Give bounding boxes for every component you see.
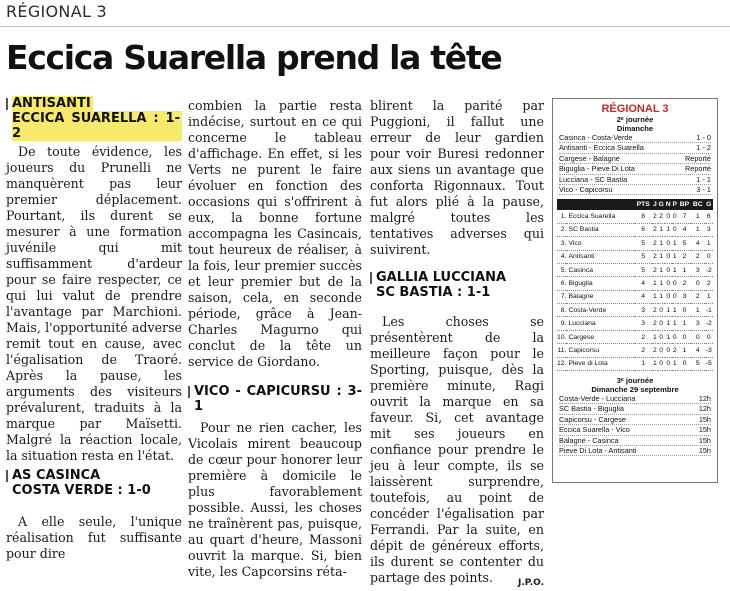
standings-position: 7. — [557, 290, 566, 303]
result-score: 3 - 1 — [696, 184, 711, 194]
standings-value: 0 — [665, 237, 672, 250]
standings-value: -3 — [705, 344, 713, 357]
subhead-casinca — [6, 468, 182, 498]
fixture-match: Costa-Verde - Lucciana — [559, 394, 636, 404]
standings-team: Costa-Verde — [566, 304, 634, 317]
standings-value: 2 — [658, 210, 665, 223]
standings-value: 1 — [658, 277, 665, 290]
standings-value: 1 — [652, 357, 657, 370]
standings-header-cell: J — [653, 201, 657, 209]
standings-value: 0 — [658, 357, 665, 370]
standings-value: 0 — [672, 210, 678, 223]
result-score: 1 - 0 — [696, 133, 711, 142]
standings-value: 2 — [634, 344, 652, 357]
fixture-time: 15h — [698, 445, 711, 455]
standings-value: 0 — [658, 330, 665, 343]
standings-position: 10. — [557, 330, 566, 343]
fixture-row — [559, 415, 711, 425]
standings-value: 0 — [691, 330, 705, 343]
standings-value: 4 — [634, 277, 652, 290]
standings-value: 2 — [678, 277, 691, 290]
standings-value: 0 — [705, 330, 713, 343]
article-column-1 — [6, 96, 182, 562]
standings-value: 3 — [678, 290, 691, 303]
standings-value: 0 — [658, 304, 665, 317]
subhead-score: ECCICA SUARELLA : 1-2 — [12, 111, 180, 141]
standings-header-cell: G — [706, 201, 712, 209]
standings-value: 1 — [691, 210, 705, 223]
subhead-score: SC BASTIA : 1-1 — [376, 285, 491, 300]
standings-value: 1 — [705, 237, 713, 250]
standings-team: Vico — [566, 237, 634, 250]
header-divider — [0, 26, 730, 27]
result-score: 1 - 1 — [696, 174, 711, 184]
round-3-day: Dimanche 29 septembre — [591, 385, 679, 395]
result-score: Reporté — [685, 153, 711, 163]
standings-value: 2 — [652, 317, 657, 330]
standings-team: Antisanti — [566, 250, 634, 263]
standings-value: 1 — [691, 304, 705, 317]
standings-position: 2. — [557, 223, 566, 236]
standings-value: 1 — [652, 277, 657, 290]
standings-value: 1 — [672, 250, 678, 263]
standings-header-cell: G — [658, 201, 664, 209]
standings-value: 0 — [672, 290, 678, 303]
standings-team: SC Bastia — [566, 223, 634, 236]
standings-row — [557, 277, 713, 290]
result-row — [559, 164, 711, 174]
standings-body — [557, 210, 713, 370]
standings-value: 1 — [658, 290, 665, 303]
results-list — [553, 133, 717, 195]
standings-row — [557, 304, 713, 317]
standings-row — [557, 330, 713, 343]
fixture-match: Pieve Di Lota - Antisanti — [559, 445, 637, 455]
standings-header-cell: BC — [692, 201, 703, 209]
standings-value: 1 — [652, 290, 657, 303]
fixture-row — [559, 436, 711, 446]
standings-header-cell: PTS — [634, 199, 652, 210]
standings-value: 2 — [652, 237, 657, 250]
standings-value: 3 — [691, 317, 705, 330]
standings-value: 0 — [672, 277, 678, 290]
standings-value: 5 — [691, 357, 705, 370]
subhead-team: GALLIA LUCCIANA — [376, 270, 507, 285]
standings-team: Lucciana — [566, 317, 634, 330]
standings-header — [557, 199, 713, 210]
standings-position: 8. — [557, 304, 566, 317]
fixture-row — [559, 394, 711, 404]
standings-value: 1 — [705, 290, 713, 303]
standings-value: 0 — [672, 330, 678, 343]
standings-team: Casinca — [566, 263, 634, 276]
standings-value: 1 — [678, 317, 691, 330]
result-match: Lucciana - SC Bastia — [559, 174, 628, 184]
standings-value: 0 — [665, 344, 672, 357]
standings-value: 1 — [672, 237, 678, 250]
standings-value: 5 — [634, 237, 652, 250]
standings-header-cell: BP — [679, 201, 690, 209]
standings-value: 3 — [691, 263, 705, 276]
standings-value: 2 — [634, 330, 652, 343]
standings-header-cell: N — [665, 201, 671, 209]
standings-position: 5. — [557, 263, 566, 276]
standings-value: 0 — [678, 330, 691, 343]
standings-row — [557, 263, 713, 276]
result-match: Cargese - Balagne — [559, 153, 620, 163]
subhead-team: AS CASINCA — [12, 468, 101, 483]
standings-value: 4 — [691, 344, 705, 357]
standings-value: 1 — [672, 304, 678, 317]
standings-value: 2 — [652, 210, 657, 223]
standings-header-cell: P — [672, 201, 678, 209]
standings-value: 1 — [652, 330, 657, 343]
subhead-lucciana — [370, 270, 544, 300]
standings-value: 2 — [705, 277, 713, 290]
standings-team: Cargese — [566, 330, 634, 343]
round-2-day: Dimanche — [616, 124, 654, 133]
subhead-team: ANTISANTI — [12, 96, 91, 111]
standings-value: 0 — [678, 304, 691, 317]
standings-value: 6 — [634, 223, 652, 236]
standings-value: -2 — [705, 317, 713, 330]
subhead-antisanti — [6, 96, 182, 141]
paragraph-vico: Pour ne rien cacher, les Vicolais mirent beaucoup de cœur pour honorer leur première à domicile le plus favorablement possible. Aussi, les choses ne traînèrent pas, puisque, au quart d'heure, Massoni ouvrit la marque. Si, bien vite, les Capcorsins réta- — [188, 420, 362, 579]
standings-value: 1 — [672, 263, 678, 276]
standings-value: 5 — [634, 263, 652, 276]
standings-value: 0 — [678, 357, 691, 370]
round-2-title: 2ᵉ journée — [616, 115, 654, 124]
result-match: Casinca - Costa-Verde — [559, 133, 633, 142]
standings-value: 1 — [665, 304, 672, 317]
result-row — [559, 133, 711, 143]
article-headline: Eccica Suarella prend la tête — [6, 38, 502, 77]
fixture-time: 15h — [698, 435, 711, 445]
paragraph-lucciana: Les choses se présentèrent de la meilleure façon pour le Sporting, puisque, dès la première minute, Ragi ouvrit la marque en sa faveur. Si, cet avantage mit ses joueurs en confiance pour prendre le jeu à leur compte, ils se laissèrent surprendre, toutefois, au point de concéder l'égalisation par Ferrandi. Par la suite, en dépit de généreux efforts, ils durent se contenter du partage des points. — [370, 314, 544, 585]
standings-value: 0 — [665, 290, 672, 303]
standings-value: 2 — [691, 290, 705, 303]
standings-value: 2 — [652, 263, 657, 276]
standings-value: -1 — [705, 304, 713, 317]
fixture-match: Capicorsu - Cargese — [559, 414, 626, 424]
standings-team: Biguglia — [566, 277, 634, 290]
standings-value: 2 — [652, 250, 657, 263]
fixture-row — [559, 425, 711, 435]
fixtures-list — [553, 394, 717, 456]
standings-team: Pieve di Lota — [566, 357, 634, 370]
standings-value: 4 — [678, 223, 691, 236]
article-column-2 — [188, 98, 362, 580]
standings-value: 3 — [705, 223, 713, 236]
standings-value: 2 — [691, 250, 705, 263]
standings-table — [557, 199, 713, 371]
standings-team: Eccica Suarella — [566, 210, 634, 223]
standings-value: 2 — [652, 304, 657, 317]
standings-header-pos — [557, 199, 566, 210]
standings-value: 5 — [634, 250, 652, 263]
section-kicker: RÉGIONAL 3 — [6, 2, 108, 21]
standings-value: 1 — [665, 330, 672, 343]
article-column-3 — [370, 98, 544, 591]
standings-value: 1 — [665, 223, 672, 236]
standings-team: Balagne — [566, 290, 634, 303]
standings-position: 1. — [557, 210, 566, 223]
standings-position: 11. — [557, 344, 566, 357]
subhead-score: VICO - CAPICURSU : 3-1 — [194, 384, 362, 414]
result-row — [559, 154, 711, 164]
standings-row — [557, 290, 713, 303]
standings-position: 9. — [557, 317, 566, 330]
result-match: Vico - Capicorsu — [559, 184, 613, 194]
fixture-time: 15h — [698, 414, 711, 424]
fixture-match: Balagne - Casinca — [559, 435, 619, 445]
standings-value: 1 — [658, 237, 665, 250]
standings-row — [557, 223, 713, 236]
standings-value: 1 — [665, 317, 672, 330]
standings-value: 3 — [634, 304, 652, 317]
standings-value: 0 — [658, 317, 665, 330]
standings-value: 0 — [665, 357, 672, 370]
standings-value: 0 — [705, 250, 713, 263]
standings-value: 0 — [665, 277, 672, 290]
standings-header-team — [566, 199, 634, 210]
standings-value: 0 — [665, 263, 672, 276]
standings-value: 0 — [691, 277, 705, 290]
result-score: 1 - 2 — [696, 143, 711, 153]
standings-row — [557, 357, 713, 370]
standings-value: 7 — [678, 210, 691, 223]
standings-value: 0 — [672, 223, 678, 236]
standings-position: 6. — [557, 277, 566, 290]
standings-row — [557, 344, 713, 357]
standings-row — [557, 250, 713, 263]
standings-value: 2 — [652, 223, 657, 236]
standings-value: 0 — [665, 210, 672, 223]
standings-row — [557, 210, 713, 223]
standings-row — [557, 317, 713, 330]
standings-value: -5 — [705, 357, 713, 370]
paragraph-casinca-cont: combien la partie resta indécise, surtout en ce qui concerne le tableau d'affichage. En effet, si les Verts ne purent le faire évoluer en fonction des occasions qui s'offrirent à eux, la bonne fortune accompagna les Casincais, tout heureux de réaliser, à la fois, leur premier succès et leur premier but de la saison, cela, en seconde période, grâce à Jean-Charles Magurno qui conclut de la tête un service de Giordano. — [188, 98, 362, 369]
fixture-match: SC Bastia - Biguglia — [559, 404, 624, 414]
standings-value: 1 — [678, 344, 691, 357]
standings-value: -2 — [705, 263, 713, 276]
standings-value: 5 — [678, 237, 691, 250]
fixture-match: Eccica Suarella - Vico — [559, 425, 630, 435]
standings-value: 1 — [634, 357, 652, 370]
fixture-time: 12h — [698, 394, 711, 404]
standings-value: 2 — [678, 250, 691, 263]
standings-value: 2 — [672, 344, 678, 357]
standings-team: Capicorsu — [566, 344, 634, 357]
standings-value: 1 — [678, 263, 691, 276]
standings-value: 6 — [705, 210, 713, 223]
standings-value: 4 — [691, 237, 705, 250]
result-match: Antisanti - Eccica Suarella — [559, 143, 644, 153]
result-row — [559, 143, 711, 153]
result-row — [559, 175, 711, 185]
standings-value: 2 — [652, 344, 657, 357]
standings-value: 1 — [691, 223, 705, 236]
fixture-row — [559, 404, 711, 414]
standings-row — [557, 237, 713, 250]
standings-value: 3 — [634, 317, 652, 330]
standings-position: 3. — [557, 237, 566, 250]
standings-value: 0 — [658, 344, 665, 357]
result-row — [559, 185, 711, 195]
standings-value: 1 — [658, 223, 665, 236]
paragraph-vico-cont: blirent la parité par Puggioni, il fallut une erreur de leur gardien pour voir Buresi redonner aux siens un avantage que conforta Rigonnaux. Tout fut alors plié à la pause, malgré toutes les tentatives adverses qui suivirent. — [370, 98, 544, 257]
author-signature: J.P.O. — [517, 578, 544, 588]
fixture-row — [559, 446, 711, 456]
subhead-vico — [188, 384, 362, 414]
result-match: Biguglia - Pieve Di Lota — [559, 164, 635, 174]
fixture-time: 12h — [698, 404, 711, 414]
standings-value: 1 — [672, 357, 678, 370]
standings-value: 1 — [658, 263, 665, 276]
standings-value: 1 — [672, 317, 678, 330]
standings-value: 0 — [665, 250, 672, 263]
standings-position: 4. — [557, 250, 566, 263]
standings-value: 1 — [658, 250, 665, 263]
standings-position: 12. — [557, 357, 566, 370]
standings-value: 4 — [634, 290, 652, 303]
paragraph-casinca-start: A elle seule, l'unique réalisation fut suffisante pour dire — [6, 514, 182, 561]
paragraph-antisanti: De toute évidence, les joueurs du Prunelli ne manquèrent pas leur premier déplacement. Pourtant, ils durent se mesurer à une formation juvénile qui mit suffisamment d'ardeur pour se faire respecter, ce qui lui valut de prendre l'avantage par Marchioni. Mais, l'opportunité adverse remit tout en cause, avec l'égalisation de Traoré. Après la pause, les arguments des visiteurs prévalurent, traduits à la marque par Maïsetti. Malgré la réaction locale, la situation resta en l'état. — [6, 144, 182, 463]
standings-value: 8 — [634, 210, 652, 223]
subhead-score: COSTA VERDE : 1-0 — [12, 483, 151, 498]
result-score: Reporté — [685, 164, 711, 174]
round-3-title: 3ᵉ journée — [616, 376, 654, 386]
fixture-time: 15h — [698, 425, 711, 435]
results-box — [552, 98, 718, 483]
box-title: RÉGIONAL 3 — [601, 103, 669, 115]
